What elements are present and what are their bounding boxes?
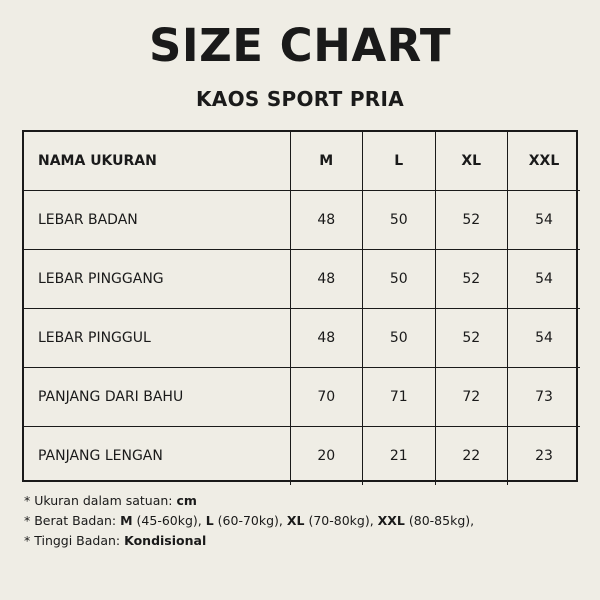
weight-size: XXL bbox=[377, 513, 405, 528]
cell-value: 50 bbox=[363, 250, 436, 309]
size-table bbox=[22, 130, 578, 482]
table-row bbox=[24, 250, 580, 309]
row-label: PANJANG LENGAN bbox=[24, 427, 290, 486]
cell-value: 48 bbox=[290, 309, 363, 368]
height-note-prefix: * Tinggi Badan: bbox=[24, 533, 125, 548]
weight-note bbox=[24, 511, 474, 531]
header-size-xxl: XXL bbox=[508, 132, 581, 191]
header-size-l: L bbox=[363, 132, 436, 191]
cell-value: 73 bbox=[508, 368, 581, 427]
table-row bbox=[24, 368, 580, 427]
header-size-m: M bbox=[290, 132, 363, 191]
cell-value: 70 bbox=[290, 368, 363, 427]
cell-value: 54 bbox=[508, 309, 581, 368]
weight-size: M bbox=[120, 513, 133, 528]
weight-size: XL bbox=[286, 513, 305, 528]
weight-range: (70-80kg), bbox=[304, 513, 378, 528]
weight-range: (80-85kg), bbox=[404, 513, 475, 528]
cell-value: 71 bbox=[363, 368, 436, 427]
cell-value: 22 bbox=[435, 427, 508, 486]
weight-range: (60-70kg), bbox=[213, 513, 287, 528]
footnotes bbox=[24, 491, 474, 551]
chart-title: SIZE CHART bbox=[148, 19, 452, 72]
cell-value: 20 bbox=[290, 427, 363, 486]
cell-value: 21 bbox=[363, 427, 436, 486]
table-row bbox=[24, 191, 580, 250]
cell-value: 48 bbox=[290, 191, 363, 250]
header-size-xl: XL bbox=[435, 132, 508, 191]
cell-value: 52 bbox=[435, 309, 508, 368]
cell-value: 50 bbox=[363, 309, 436, 368]
height-note bbox=[24, 531, 474, 551]
cell-value: 72 bbox=[435, 368, 508, 427]
cell-value: 23 bbox=[508, 427, 581, 486]
cell-value: 50 bbox=[363, 191, 436, 250]
row-label: PANJANG DARI BAHU bbox=[24, 368, 290, 427]
unit-note bbox=[24, 491, 474, 511]
cell-value: 48 bbox=[290, 250, 363, 309]
unit-note-value: cm bbox=[176, 493, 197, 508]
table-row bbox=[24, 427, 580, 486]
row-label: LEBAR PINGGANG bbox=[24, 250, 290, 309]
unit-note-prefix: * Ukuran dalam satuan: bbox=[24, 493, 177, 508]
table-header-row bbox=[24, 132, 580, 191]
weight-range: (45-60kg), bbox=[132, 513, 206, 528]
weight-size: L bbox=[205, 513, 214, 528]
weight-note-prefix: * Berat Badan: bbox=[24, 513, 121, 528]
height-note-value: Kondisional bbox=[124, 533, 207, 548]
header-label: NAMA UKURAN bbox=[38, 153, 157, 169]
row-label: LEBAR PINGGUL bbox=[24, 309, 290, 368]
row-label: LEBAR BADAN bbox=[24, 191, 290, 250]
cell-value: 54 bbox=[508, 191, 581, 250]
chart-subtitle: KAOS SPORT PRIA bbox=[196, 87, 404, 111]
cell-value: 52 bbox=[435, 191, 508, 250]
cell-value: 54 bbox=[508, 250, 581, 309]
table-row bbox=[24, 309, 580, 368]
cell-value: 52 bbox=[435, 250, 508, 309]
